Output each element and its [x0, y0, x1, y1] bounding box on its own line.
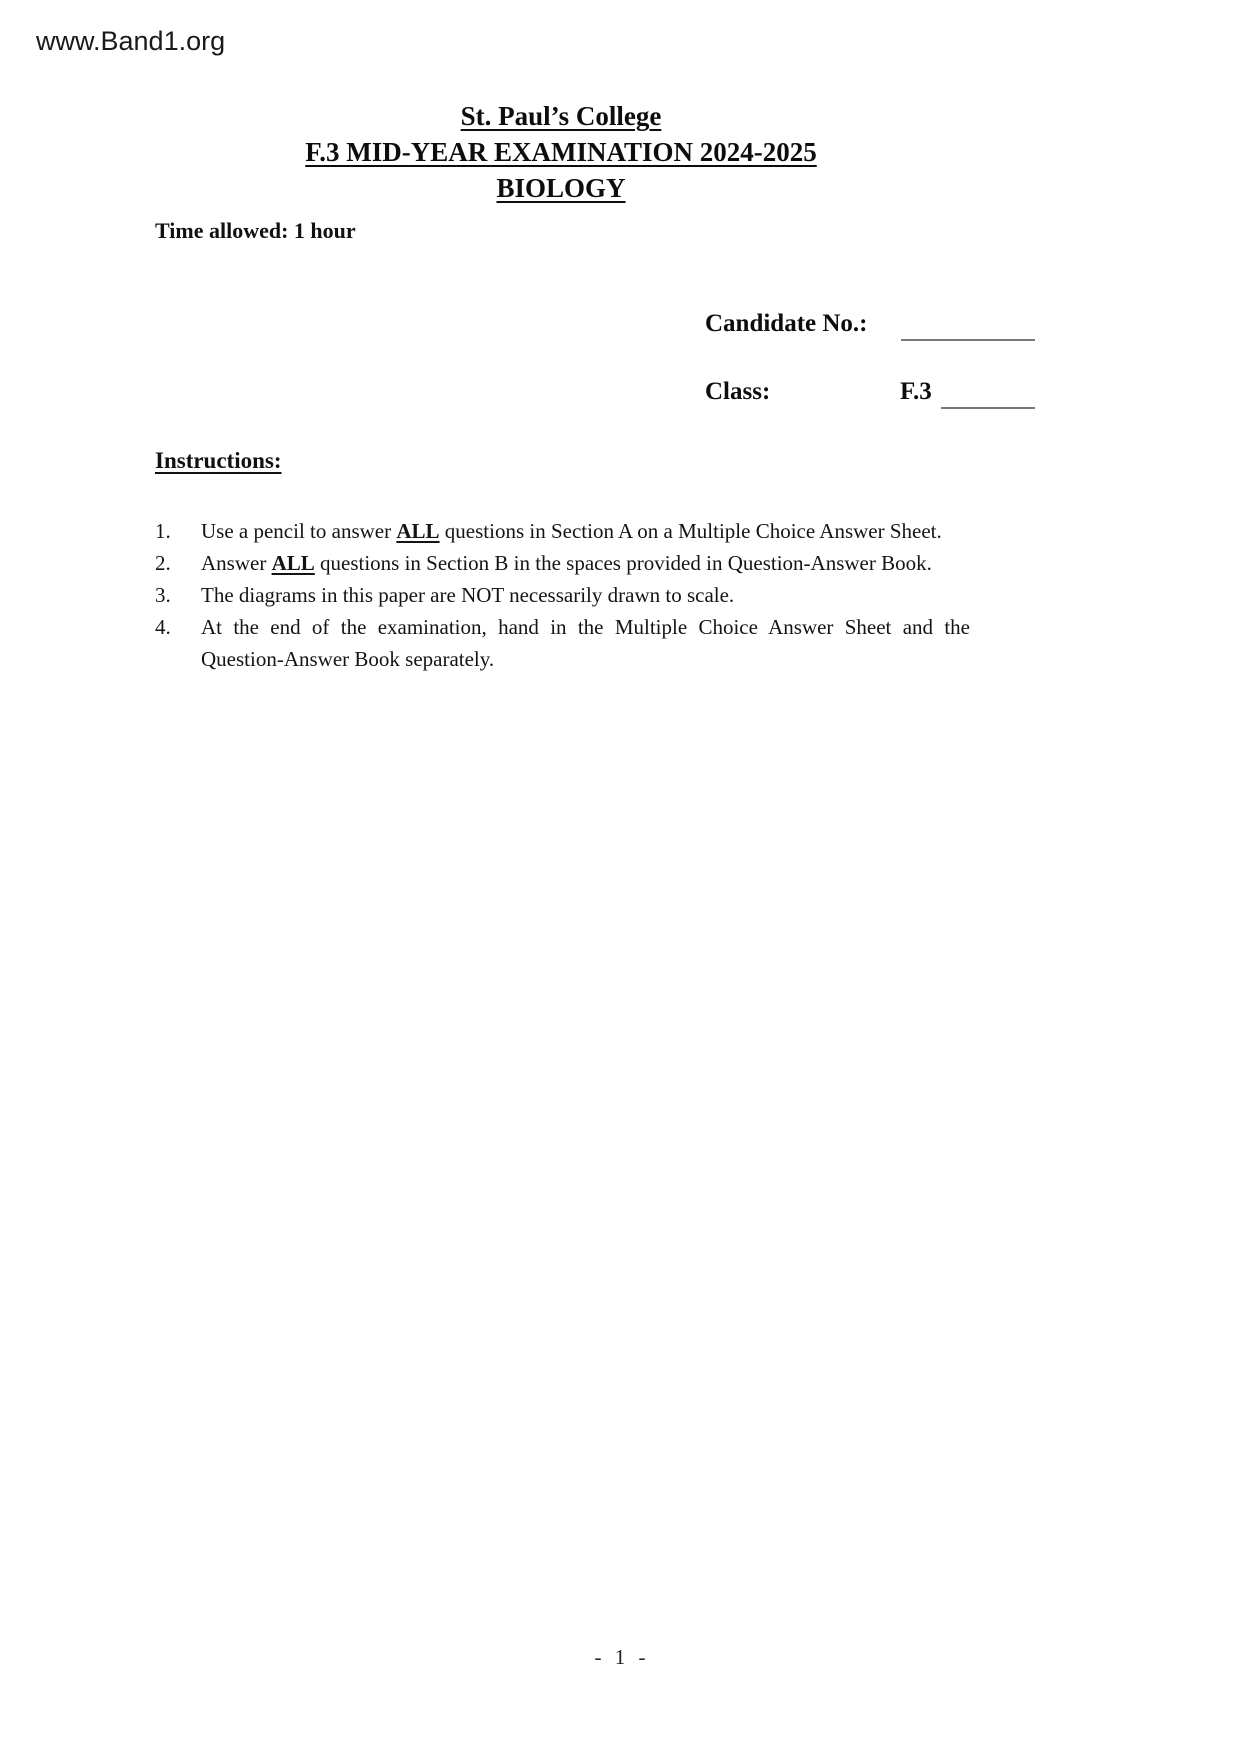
exam-title: F.3 MID-YEAR EXAMINATION 2024-2025: [305, 137, 817, 167]
candidate-no-blank-line: [901, 339, 1035, 341]
instruction-item-2: [155, 547, 970, 579]
instructions-heading: Instructions:: [155, 448, 282, 473]
item-text: Use a pencil to answer ALL questions in Section A on a Multiple Choice Answer Sheet.: [201, 519, 942, 543]
school-name: St. Paul’s College: [460, 101, 662, 131]
watermark-url: www.Band1.org: [36, 26, 226, 56]
item-text: The diagrams in this paper are NOT necessarily drawn to scale.: [201, 583, 735, 607]
item-number: 1.: [155, 519, 171, 543]
item-number: 4.: [155, 615, 171, 639]
time-allowed-label: Time allowed: 1 hour: [155, 218, 356, 243]
item-number: 3.: [155, 583, 171, 607]
class-value-prefix: F.3: [900, 378, 932, 405]
item-number: 2.: [155, 551, 171, 575]
candidate-no-label: Candidate No.:: [705, 310, 868, 337]
class-blank-line: [941, 407, 1035, 409]
instruction-item-1: [155, 515, 970, 547]
item-text: Answer ALL questions in Section B in the spaces provided in Question-Answer Book.: [201, 551, 932, 575]
instruction-item-3: [155, 579, 970, 611]
subject-title: BIOLOGY: [496, 173, 626, 203]
page-number: - 1 -: [594, 1645, 646, 1669]
instruction-item-4: [155, 611, 970, 675]
title-block: [155, 98, 967, 206]
emphasized-all: ALL: [396, 519, 440, 543]
class-label: Class:: [705, 378, 771, 405]
emphasized-all: ALL: [271, 551, 315, 575]
item-text: At the end of the examination, hand in the Multiple Choice Answer Sheet and the Question-Answer Book separately.: [201, 615, 970, 671]
instruction-list: [155, 515, 970, 675]
